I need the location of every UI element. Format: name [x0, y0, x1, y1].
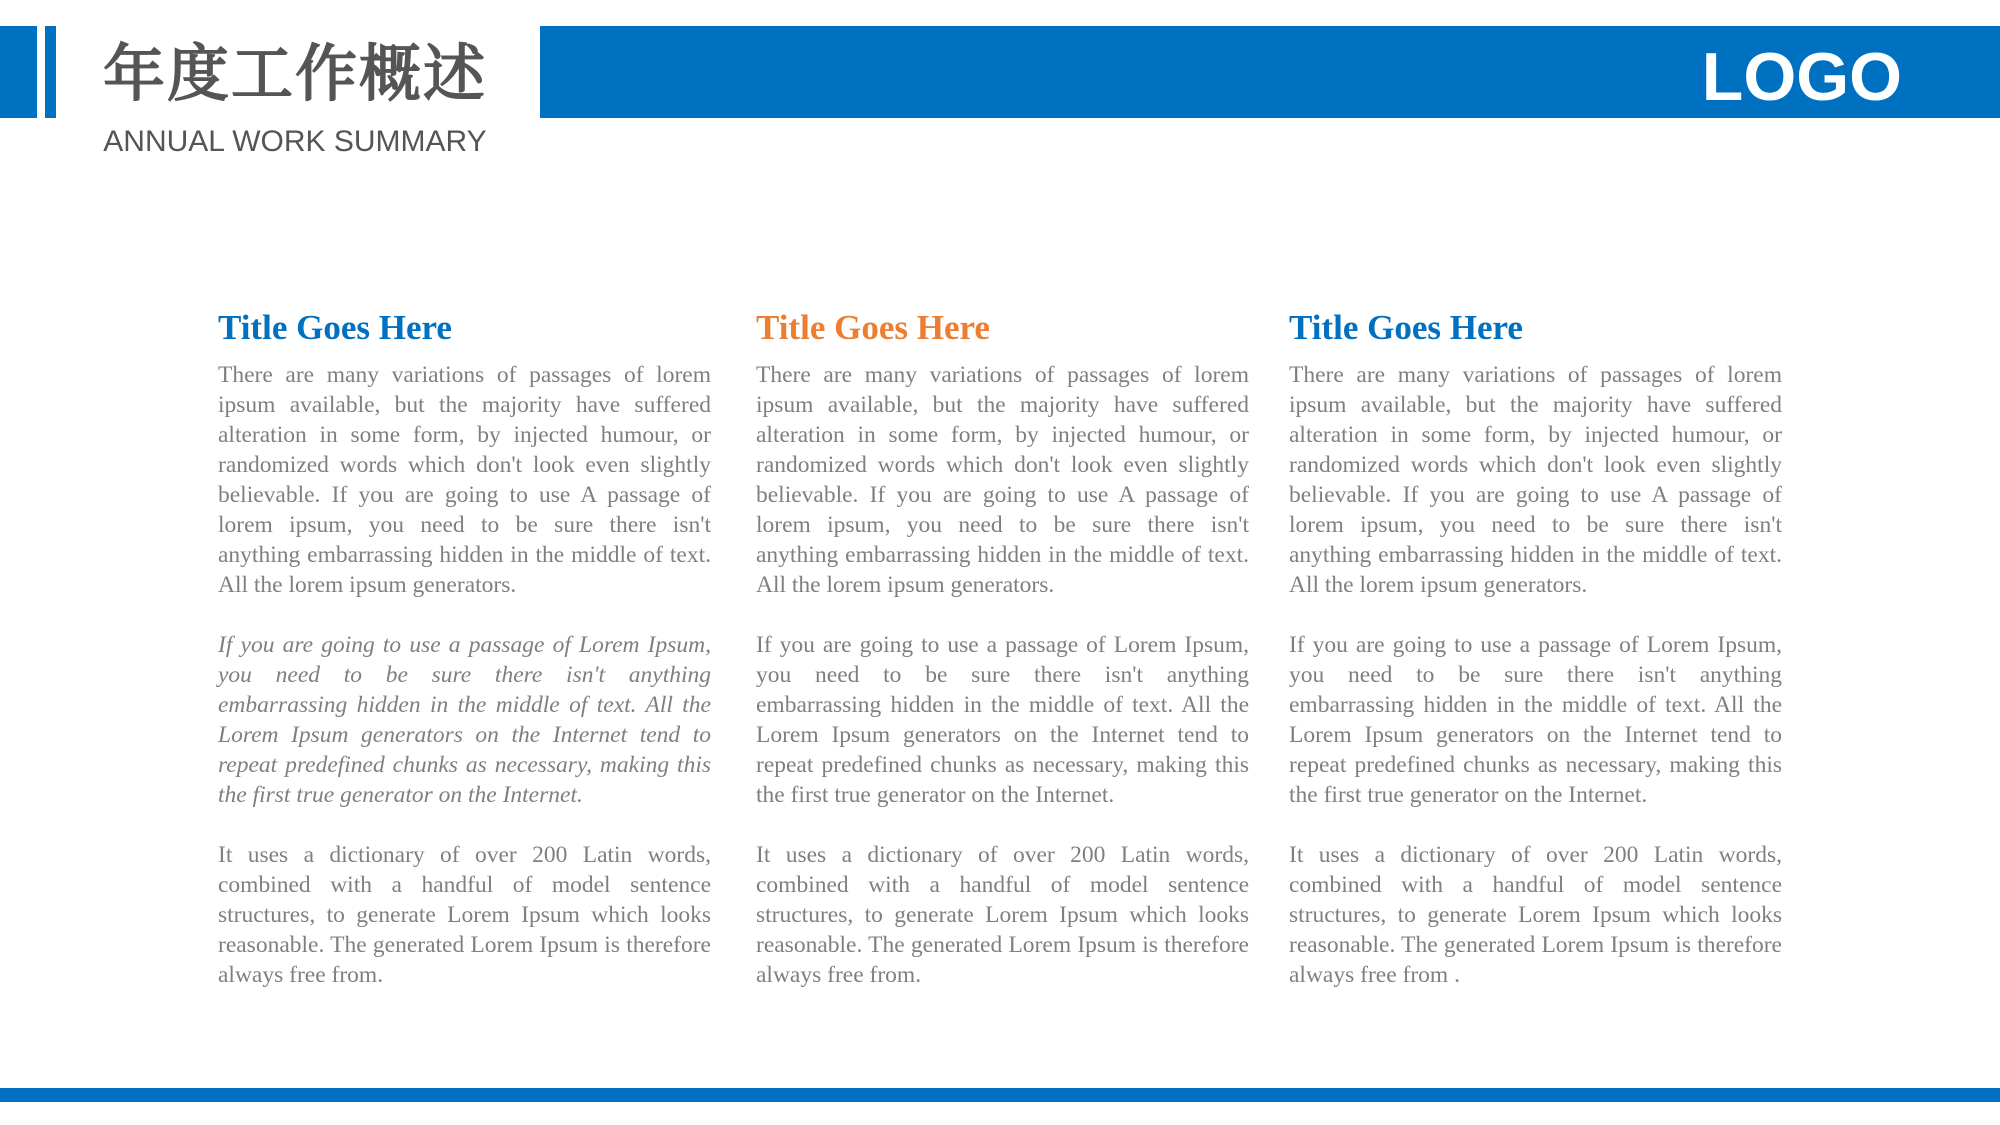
column-paragraph: There are many variations of passages of lorem ipsum available, but the majority have suffered alteration in some form, by injected humour, or randomized words which don't look even slightly believable. If you are going to use A passage of lorem ipsum, you need to be sure there isn't anything embarrassing hidden in the middle of text. All the lorem ipsum generators. — [218, 362, 711, 598]
column-paragraph: If you are going to use a passage of Lorem Ipsum, you need to be sure there isn't anything embarrassing hidden in the middle of text. All the Lorem Ipsum generators on the Internet tend to repeat predefined chunks as necessary, making this the first true generator on the Internet. — [756, 632, 1249, 808]
column-paragraph-italic: If you are going to use a passage of Lorem Ipsum, you need to be sure there isn't anything embarrassing hidden in the middle of text. All the Lorem Ipsum generators on the Internet tend to repeat predefined chunks as necessary, making this the first true generator on the Internet. — [218, 632, 711, 808]
content-column-2 — [756, 300, 1249, 990]
column-paragraph: There are many variations of passages of lorem ipsum available, but the majority have suffered alteration in some form, by injected humour, or randomized words which don't look even slightly believable. If you are going to use A passage of lorem ipsum, you need to be sure there isn't anything embarrassing hidden in the middle of text. All the lorem ipsum generators. — [756, 362, 1249, 598]
column-paragraph: It uses a dictionary of over 200 Latin words, combined with a handful of model sentence structures, to generate Lorem Ipsum which looks reasonable. The generated Lorem Ipsum is therefore always free from. — [756, 842, 1249, 988]
column-paragraph: It uses a dictionary of over 200 Latin words, combined with a handful of model sentence structures, to generate Lorem Ipsum which looks reasonable. The generated Lorem Ipsum is therefore always free from. — [218, 842, 711, 988]
page-subtitle: ANNUAL WORK SUMMARY — [103, 125, 487, 158]
column-paragraph: If you are going to use a passage of Lorem Ipsum, you need to be sure there isn't anything embarrassing hidden in the middle of text. All the Lorem Ipsum generators on the Internet tend to repeat predefined chunks as necessary, making this the first true generator on the Internet. — [1289, 632, 1782, 808]
header-band — [540, 26, 2000, 118]
content-column-3 — [1289, 300, 1782, 990]
content-column-1 — [218, 300, 711, 990]
header-accent-block — [0, 26, 37, 118]
column-title: Title Goes Here — [218, 308, 452, 347]
column-paragraph: It uses a dictionary of over 200 Latin words, combined with a handful of model sentence structures, to generate Lorem Ipsum which looks reasonable. The generated Lorem Ipsum is therefore always free from . — [1289, 842, 1782, 988]
column-title: Title Goes Here — [756, 308, 990, 347]
header-accent-stripe — [45, 26, 56, 118]
column-paragraph: There are many variations of passages of lorem ipsum available, but the majority have suffered alteration in some form, by injected humour, or randomized words which don't look even slightly believable. If you are going to use A passage of lorem ipsum, you need to be sure there isn't anything embarrassing hidden in the middle of text. All the lorem ipsum generators. — [1289, 362, 1782, 598]
page-title: 年度工作概述 — [102, 37, 487, 110]
logo: LOGO — [1701, 39, 1902, 115]
column-title: Title Goes Here — [1289, 308, 1523, 347]
footer-bar — [0, 1088, 2000, 1102]
